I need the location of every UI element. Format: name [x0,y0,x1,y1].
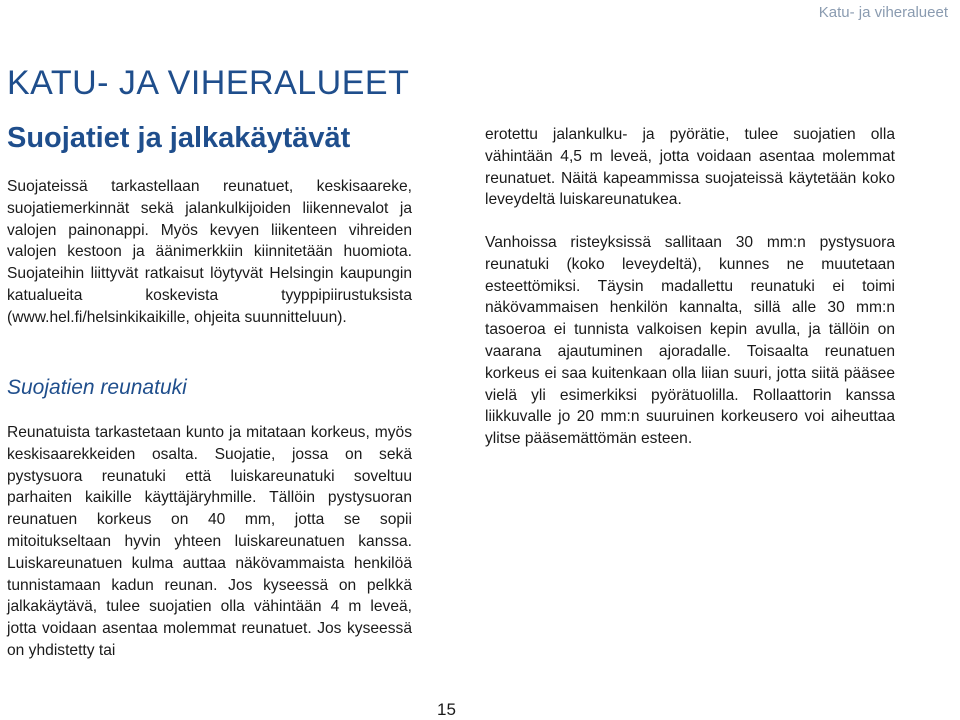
curb-paragraph-left: Reunatuista tarkastetaan kunto ja mitataan korkeus, myös keskisaarekkeiden osalta. Suojatie, jossa on sekä pystysuora reunatuki että luiskareunatuki soveltuu parhaiten kaikille käyttäjäryhmille. Tällöin pystysuoran reunatuen korkeus on 40 mm, jotta se sopii mitoitukseltaan hyvin yhteen luiskareunatuen kanssa. Luiskareunatuen kulma auttaa näkövammaista henkilöä tunnistamaan kadun reunan. Jos kyseessä on pelkkä jalkakäytävä, tulee suojatien olla vähintään 4 m leveä, jotta voidaan asentaa molemmat reunatuet. Jos kyseessä on yhdistetty tai [7,424,412,659]
subsection-title: Suojatien reunatuki [7,376,187,399]
page-title: KATU- JA VIHERALUEET [7,64,410,102]
curb-paragraph-right-1: erotettu jalankulku- ja pyörätie, tulee suojatien olla vähintään 4,5 m leveä, jotta voidaan asentaa molemmat reunatuet. Näitä kapeammissa suojateissä käytetään koko leveydeltä luiskareunatukea. [485,126,895,209]
intro-paragraph: Suojateissä tarkastellaan reunatuet, keskisaareke, suojatiemerkinnät sekä jalankulkijoiden liikennevalot ja valojen painonappi. Myös kevyen liikenteen vihreiden valojen kestoon ja äänimerkkiin kiinnitetään huomiota. Suojateihin liittyvät ratkaisut löytyvät Helsingin kaupungin katualueita koskevista tyyppipiirustuksista (www.hel.fi/helsinkikaikille, ohjeita suunnitteluun). [7,178,412,326]
curb-paragraph-right-2: Vanhoissa risteyksissä sallitaan 30 mm:n pystysuora reunatuki (koko leveydeltä), kunnes ne muutetaan esteettömiksi. Täysin madallettu reunatuki ei toimi näkövammaisen henkilön kannalta, sillä alle 30 mm:n tasoeroa ei tunnista valkoisen kepin avulla, ja tällöin on vaarana ajautuminen ajoradalle. Toisaalta reunatuen korkeus ei saa kuitenkaan olla liian suuri, jotta siitä pääsee vielä yli esimerkiksi pyörätuolilla. Rollaattorin kanssa liikkuvalle jo 20 mm:n suuruinen korkeusero voi aiheuttaa ylitse pääsemättömän esteen. [485,234,895,448]
page-number: 15 [437,700,456,719]
running-header: Katu- ja viheralueet [818,4,948,21]
section-title: Suojatiet ja jalkakäytävät [7,122,351,154]
